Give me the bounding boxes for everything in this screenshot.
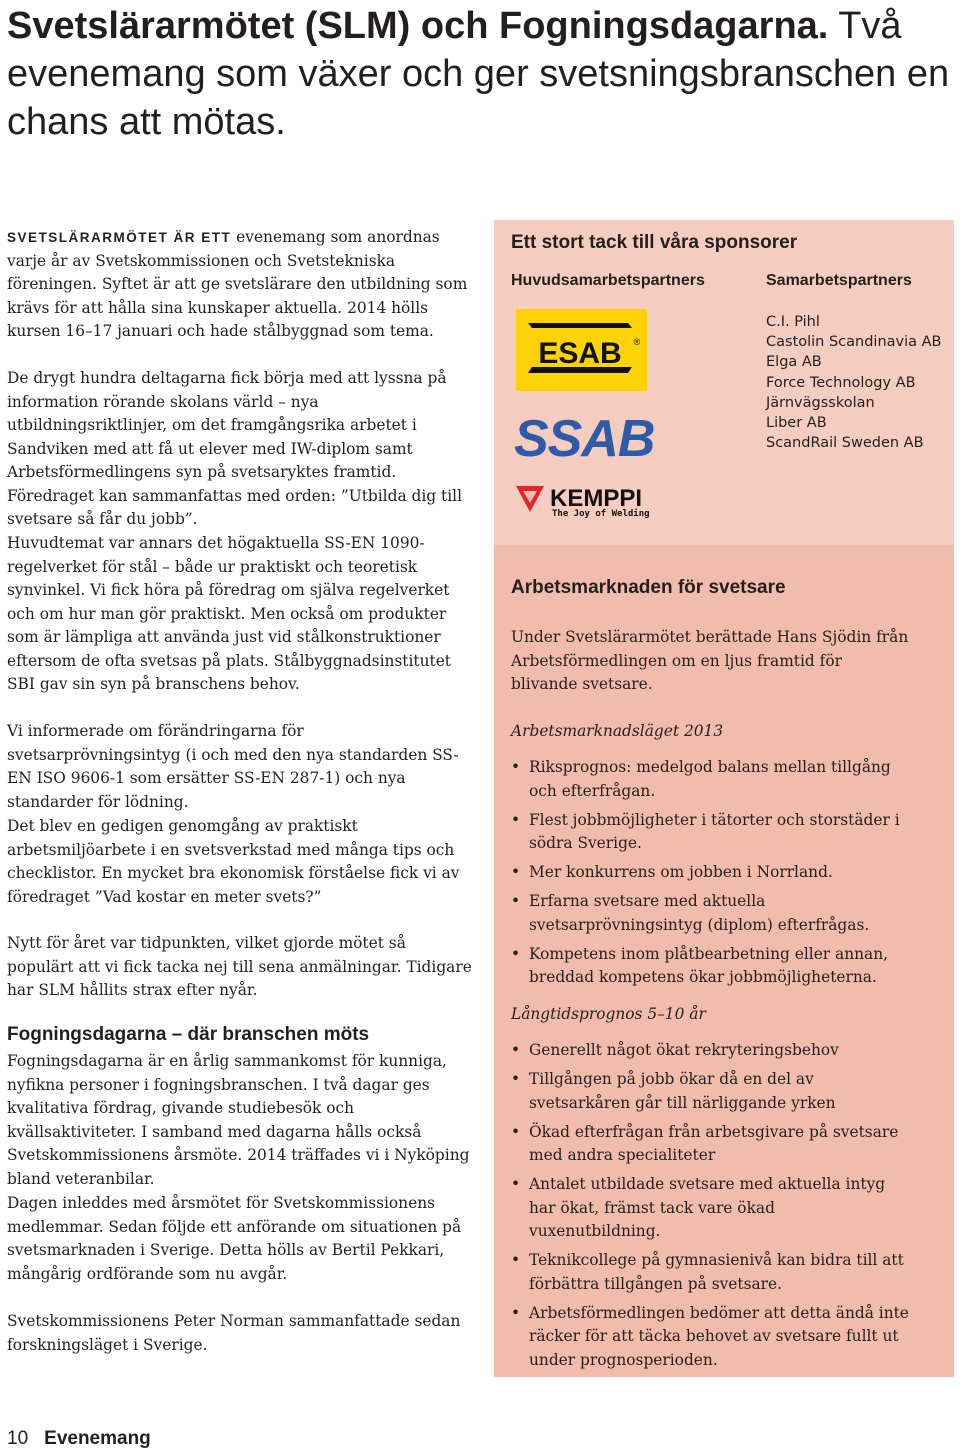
- list-item: • Generellt något ökat rekryteringsbehov: [511, 1039, 911, 1063]
- ssab-logo-text: SSAB: [514, 410, 655, 466]
- intro-caps: SVETSLÄRARMÖTET ÄR ETT: [7, 230, 232, 245]
- partners-list: [766, 312, 942, 453]
- section-heading-fogningsdagarna: Fogningsdagarna – där branschen möts: [7, 1024, 370, 1045]
- kemppi-tagline: The Joy of Welding: [552, 509, 650, 519]
- list-item: • Erfarna svetsare med aktuella svetsarprövningsintyg (diplom) efterfrågas.: [511, 890, 911, 937]
- ssab-logo-graphic: [514, 410, 674, 466]
- main-partners-heading: Huvudsamarbetspartners: [511, 272, 705, 289]
- paragraph-8: Dagen inleddes med årsmötet för Svetskommissionens medlemmar. Sedan följde ett anförande om situationen på svetsmarknaden i Sverige. Detta hölls av Bertil Pekkari, mångårig ordförande som nu avgår.: [7, 1194, 462, 1283]
- sponsors-title: Ett stort tack till våra sponsorer: [511, 232, 798, 253]
- partner-item: Force Technology AB: [766, 374, 916, 391]
- esab-logo-graphic: [516, 309, 647, 391]
- kemppi-logo: [514, 482, 654, 527]
- list-item: • Antalet utbildade svetsare med aktuella intyg har ökat, främst tack vare ökad vuxenutbildning.: [511, 1173, 911, 1244]
- market-subheading-longterm: Långtidsprognos 5–10 år: [511, 1005, 706, 1023]
- kemppi-logo-text: KEMPPI: [550, 485, 643, 512]
- page-headline: [7, 2, 952, 146]
- headline-bold: Svetslärarmötet (SLM) och Fogningsdagarna.: [7, 5, 829, 47]
- partner-item: C.I. Pihl: [766, 314, 820, 330]
- headline-light: Två evenemang som växer och ger svetsningsbranschen en chans att mötas.: [7, 5, 950, 143]
- section-name: Evenemang: [44, 1428, 151, 1449]
- paragraph-4: Vi informerade om förändringarna för svetsarprövningsintyg (i och med den nya standarden SS-EN ISO 9606-1 som ersätter SS-EN 287-1) och nya standarder för lödning.: [7, 722, 459, 811]
- esab-registered-mark: ®: [633, 337, 641, 347]
- esab-logo-text: ESAB: [538, 337, 622, 370]
- intro-text: evenemang som anordnas varje år av Svetskommissionen och Svetstekniska föreningen. Syftet är att ge svetslärare den utbildning som krävs för att hålla sina kunskaper aktuella. 2014 hölls kursen 16–17 januari och hade stålbyggnad som tema.: [7, 228, 468, 340]
- list-item: • Teknikcollege på gymnasienivå kan bidra till att förbättra tillgången på svetsare.: [511, 1249, 911, 1296]
- page-number: 10: [7, 1428, 29, 1449]
- paragraph-5: Det blev en gedigen genomgång av praktiskt arbetsmiljöarbete i en svetsverkstad med många tips och checklistor. En mycket bra ekonomisk förståelse fick vi av föredraget ”Vad kostar en meter svets?”: [7, 817, 460, 906]
- list-item: • Arbetsförmedlingen bedömer att detta ändå inte räcker för att täcka behovet av svetsare fullt ut under prognosperioden.: [511, 1302, 911, 1373]
- market-list-2013: [511, 756, 911, 995]
- paragraph-6: Nytt för året var tidpunkten, vilket gjorde mötet så populärt att vi fick tacka nej till sena anmälningar. Tidigare har SLM hållits strax efter nyår.: [7, 934, 472, 999]
- partner-item: Liber AB: [766, 415, 827, 432]
- list-item: • Kompetens inom plåtbearbetning eller annan, breddad kompetens ökar jobbmöjligheterna.: [511, 943, 911, 990]
- partner-item: Järnvägsskolan: [766, 394, 875, 411]
- ssab-logo: [514, 410, 674, 471]
- partner-item: ScandRail Sweden AB: [766, 435, 924, 452]
- list-item: • Ökad efterfrågan från arbetsgivare på svetsare med andra specialiteter: [511, 1121, 911, 1168]
- market-subheading-2013: Arbetsmarknadsläget 2013: [511, 722, 724, 740]
- partner-item: Elga AB: [766, 354, 822, 371]
- paragraph-7: Fogningsdagarna är en årlig sammankomst för kunniga, nyfikna personer i fogningsbranschen. I två dagar ges kvalitativa fördrag, givande studiebesök och kvällsaktiviteter. I samband med dagarna hålls också Svetskommissionens årsmöte. 2014 träffades vi i Nyköping bland veteranbilar.: [7, 1052, 470, 1188]
- paragraph-2: De drygt hundra deltagarna fick börja med att lyssna på information rörande skolans värld – nya utbildningsriktlinjer, om det framgångsrika arbetet i Sandviken med att få ut elever med IW-diplom samt Arbetsförmedlingens syn på svetsaryktes framtid. Föredraget kan sammanfattas med orden: ”Utbilda dig till svetsare så får du jobb”.: [7, 369, 462, 528]
- partners-heading: Samarbetspartners: [766, 272, 912, 289]
- market-intro: Under Svetslärarmötet berättade Hans Sjödin från Arbetsförmedlingen om en ljus framtid för blivande svetsare.: [511, 628, 909, 693]
- partner-item: Castolin Scandinavia AB: [766, 334, 942, 351]
- list-item: • Mer konkurrens om jobben i Norrland.: [511, 861, 911, 885]
- list-item: • Flest jobbmöjligheter i tätorter och storstäder i södra Sverige.: [511, 809, 911, 856]
- paragraph-3: Huvudtemat var annars det högaktuella SS-EN 1090-regelverket för stål – både ur praktiskt och teoretisk synvinkel. Vi fick höra på föredrag om själva regelverket och om hur man gör praktiskt. Men också om produkter som är lämpliga att använda just vid stålkonstruktioner eftersom de ofta svetsas på plats. Stålbyggnadsinstitutet SBI gav sin syn på branschens behov.: [7, 534, 451, 693]
- list-item: • Tillgången på jobb ökar då en del av svetsarkåren går till närliggande yrken: [511, 1068, 911, 1115]
- kemppi-logo-graphic: [514, 482, 654, 522]
- market-title: Arbetsmarknaden för svetsare: [511, 577, 786, 598]
- page-footer: [7, 1428, 151, 1450]
- esab-logo: [516, 309, 647, 391]
- paragraph-9: Svetskommissionens Peter Norman sammanfattade sedan forskningsläget i Sverige.: [7, 1312, 461, 1354]
- list-item: • Riksprognos: medelgod balans mellan tillgång och efterfrågan.: [511, 756, 911, 803]
- market-list-longterm: [511, 1039, 911, 1378]
- intro-paragraph: [7, 226, 472, 344]
